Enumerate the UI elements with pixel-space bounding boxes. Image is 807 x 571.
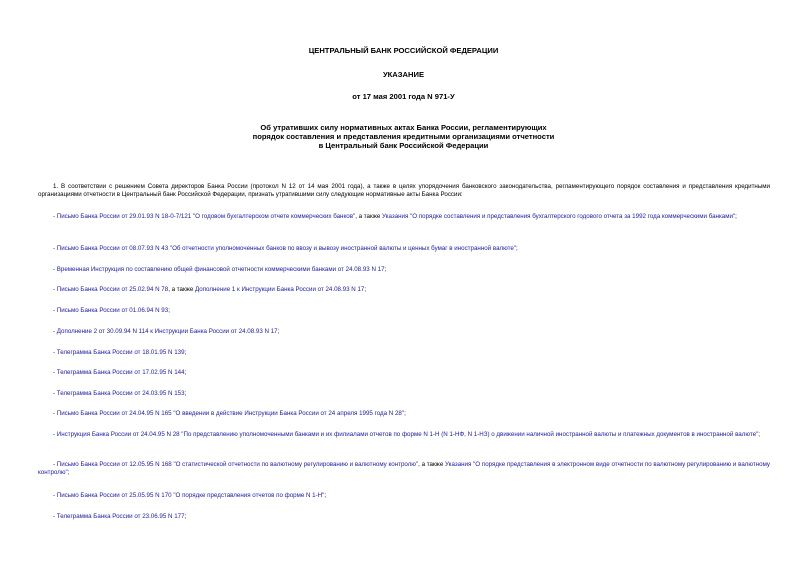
doc-link[interactable]: - Дополнение 2 от 30.09.94 N 114 к Инструкции Банка России от 24.08.93 N 17	[53, 328, 278, 335]
item-terminator: ;	[384, 266, 387, 273]
item-terminator: ;	[67, 469, 70, 477]
connector-text: , а также	[355, 213, 382, 220]
doc-title-line: порядок составления и представления кредитными организациями отчетности	[252, 132, 555, 141]
doc-link[interactable]: Указания "О порядке составления и представления бухгалтерского годового отчета за 1992 года коммерческими банками"	[382, 213, 736, 220]
list-item	[38, 328, 770, 336]
list-item	[38, 461, 770, 478]
doc-link[interactable]: - Письмо Банка России от 29.01.93 N 18-0-7/121 "О годовом бухгалтерском отчете коммерческих банков"	[53, 213, 356, 220]
doc-link[interactable]: - Письмо Банка России от 24.04.95 N 165 "О введении в действие Инструкции Банка России от 24 апреля 1995 года N 28"	[53, 410, 405, 417]
doc-title-line: Об утративших силу нормативных актах Банка России, регламентирующих	[260, 123, 547, 132]
list-item	[38, 431, 770, 439]
item-terminator: ;	[184, 369, 187, 376]
item-terminator: ;	[758, 431, 761, 438]
list-item	[38, 286, 770, 294]
list-item	[38, 410, 770, 418]
list-item	[38, 492, 770, 500]
item-terminator: ;	[277, 328, 280, 335]
list-item	[38, 390, 770, 398]
item-terminator: ;	[364, 286, 367, 293]
list-item	[38, 307, 770, 315]
doc-link[interactable]: - Письмо Банка России от 01.06.94 N 93	[53, 307, 169, 314]
org-header: ЦЕНТРАЛЬНЫЙ БАНК РОССИЙСКОЙ ФЕДЕРАЦИИ	[308, 46, 499, 55]
item-terminator: ;	[735, 213, 737, 220]
doc-link[interactable]: - Телеграмма Банка России от 18.01.95 N 139	[53, 349, 185, 356]
doc-date-number: от 17 мая 2001 года N 971-У	[352, 92, 455, 101]
doc-link[interactable]: - Письмо Банка России от 08.07.93 N 43 "Об отчетности уполномоченных банков по ввозу и вывозу иностранной валюты и ценных бумаг в иностранной валюте"	[53, 245, 517, 252]
doc-link[interactable]: - Письмо Банка России от 25.02.94 N 78	[53, 286, 169, 293]
item-terminator: ;	[184, 513, 187, 520]
doc-link[interactable]: - Письмо Банка России от 25.05.95 N 170 "О порядке представления отчетов по форме N 1-Н"	[53, 492, 325, 499]
doc-link[interactable]: - Инструкция Банка России от 24.04.95 N 28 "По представлению уполномоченными банками и их филиалами отчетов по форме N 1-Н (N 1-НФ, N 1-НЗ) о движении наличной иностранной валюты и платежных документов в иностранной валюте"	[53, 431, 759, 438]
doc-link[interactable]: Указания "О порядке представления в электронном виде отчетности по валютному регулированию и валютному контролю"	[38, 461, 771, 477]
doc-title-line: в Центральный банк Российской Федерации	[318, 141, 489, 150]
list-item	[38, 266, 770, 274]
doc-link[interactable]: - Телеграмма Банка России от 17.02.95 N 144	[53, 369, 185, 376]
doc-link[interactable]: - Телеграмма Банка России от 23.06.95 N 177	[53, 513, 185, 520]
list-item	[38, 213, 770, 221]
list-item	[38, 369, 770, 377]
doc-link[interactable]: Дополнение 1 к Инструкции Банка России от 24.08.93 N 17	[195, 286, 365, 293]
item-terminator: ;	[168, 307, 170, 314]
doc-title	[0, 123, 807, 150]
list-item	[38, 245, 770, 253]
list-item	[38, 349, 770, 357]
list-item	[38, 513, 770, 521]
item-terminator: ;	[324, 492, 327, 499]
doc-link[interactable]: - Телеграмма Банка России от 24.03.95 N 153	[53, 390, 185, 397]
intro-paragraph: 1. В соответствии с решением Совета директоров Банка России (протокол N 12 от 14 мая 2001 года), а также в целях упорядочения банковского законодательства, регламентирующего порядок составления и представления кредитными организациями отчетности в Центральный банк Российской Федерации, признать утратившими силу следующие нормативные акты Банка России:	[38, 183, 770, 199]
connector-text: , а также	[168, 286, 195, 293]
connector-text: , а также	[418, 461, 445, 468]
doc-type: УКАЗАНИЕ	[382, 70, 425, 79]
doc-link[interactable]: - Временная Инструкция по составлению общей финансовой отчетности коммерческими банками от 24.08.93 N 17	[53, 266, 385, 273]
item-terminator: ;	[184, 349, 187, 356]
item-terminator: ;	[184, 390, 187, 397]
item-terminator: ;	[516, 245, 518, 252]
item-terminator: ;	[404, 410, 406, 417]
doc-link[interactable]: - Письмо Банка России от 12.05.95 N 168 "О статистической отчетности по валютному регулированию и валютному контролю"	[53, 461, 419, 468]
